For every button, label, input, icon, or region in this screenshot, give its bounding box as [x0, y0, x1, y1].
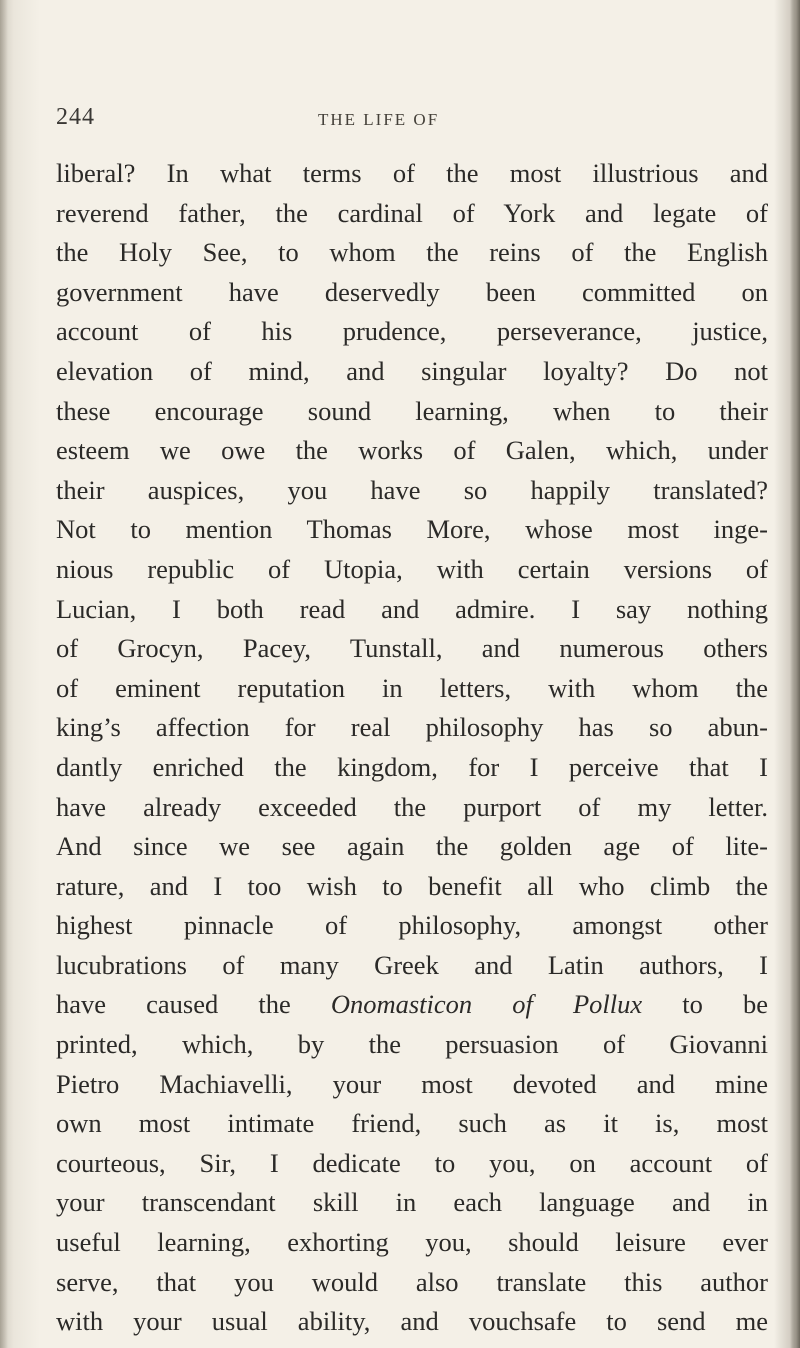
text-line: useful learning, exhorting you, should leisure ever	[56, 1227, 768, 1258]
text-line: own most intimate friend, such as it is, most	[56, 1108, 768, 1139]
text-line: reverend father, the cardinal of York and legate of	[56, 197, 768, 228]
text-line: your transcendant skill in each language and in	[56, 1187, 768, 1218]
text-line: the Holy See, to whom the reins of the English	[56, 237, 768, 268]
gutter-shadow	[0, 0, 8, 1348]
text-line: elevation of mind, and singular loyalty? Do not	[56, 355, 768, 386]
text-line: liberal? In what terms of the most illustrious and	[56, 158, 768, 188]
text-line: printed, which, by the persuasion of Giovanni	[56, 1029, 768, 1060]
text-line: these encourage sound learning, when to their	[56, 395, 768, 426]
text-line: of Grocyn, Pacey, Tunstall, and numerous others	[56, 633, 768, 664]
text-line: of eminent reputation in letters, with whom the	[56, 672, 768, 703]
page-edge	[790, 0, 800, 1348]
line-text-after: to be	[642, 989, 768, 1020]
text-line: account of his prudence, perseverance, justice,	[56, 316, 768, 347]
text-line: with your usual ability, and vouchsafe to send me	[56, 1306, 768, 1337]
text-line: dantly enriched the kingdom, for I perceive that I	[56, 751, 768, 782]
page-number: 244	[56, 104, 95, 130]
text-line: esteem we owe the works of Galen, which, under	[56, 435, 768, 466]
running-title: THE LIFE OF	[318, 110, 440, 129]
text-line: Lucian, I both read and admire. I say nothing	[56, 593, 768, 624]
text-line: rature, and I too wish to benefit all who climb the	[56, 870, 768, 901]
text-line: government have deservedly been committed on	[56, 276, 768, 307]
text-line: their auspices, you have so happily translated?	[56, 474, 768, 505]
text-line-with-title	[56, 985, 768, 1025]
running-head	[0, 96, 800, 136]
text-line: lucubrations of many Greek and Latin authors, I	[56, 949, 768, 980]
text-line: king’s affection for real philosophy has so abun-	[56, 712, 768, 743]
text-line: highest pinnacle of philosophy, amongst other	[56, 910, 768, 941]
line-text-before: have caused the	[56, 989, 331, 1020]
text-line: courteous, Sir, I dedicate to you, on account of	[56, 1147, 768, 1178]
italic-book-title: Onomasticon of Pollux	[330, 989, 643, 1020]
text-line: serve, that you would also translate this author	[56, 1266, 768, 1297]
text-line: And since we see again the golden age of lite-	[56, 831, 768, 862]
text-line: have already exceeded the purport of my letter.	[56, 791, 768, 822]
text-line: nious republic of Utopia, with certain versions of	[56, 553, 768, 584]
text-line: Pietro Machiavelli, your most devoted and mine	[56, 1068, 768, 1099]
text-line: Not to mention Thomas More, whose most inge-	[56, 514, 768, 545]
body-text	[56, 154, 768, 1342]
